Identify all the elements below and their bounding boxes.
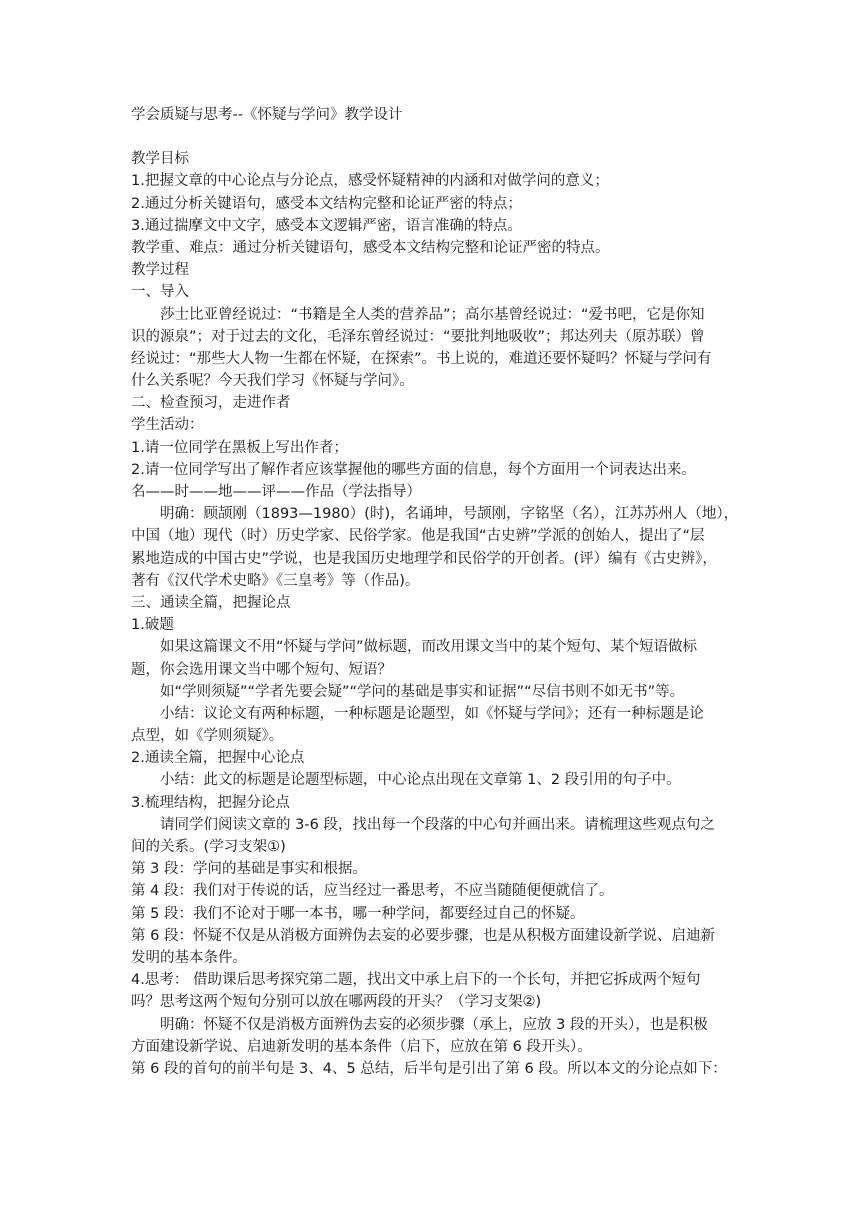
text-line: 学生活动： (131, 417, 204, 434)
text-line: 识的源泉”；对于过去的文化，毛泽东曾经说过：“要批判地吸收”；邦达列夫（原苏联）曾 (131, 328, 705, 345)
text-line: 题，你会选用课文当中哪个短句、短语？ (131, 661, 392, 678)
text-line: 三、通读全篇，把握论点 (131, 594, 291, 611)
text-line: 累地造成的中国古史”学说，也是我国历史地理学和民俗学的开创者。(评）编有《古史辨》， (131, 550, 717, 567)
text-line: 如果这篇课文不用“怀疑与学问”做标题，而改用课文当中的某个短句、某个短语做标 (160, 639, 698, 656)
text-line: 著有《汉代学术史略》《三皇考》等（作品)。 (131, 572, 420, 589)
document-body (131, 104, 739, 1080)
text-line: 什么关系呢？今天我们学习《怀疑与学问》。 (131, 373, 414, 390)
text-line: 第 5 段：我们不论对于哪一本书，哪一种学问，都要经过自己的怀疑。 (131, 905, 585, 922)
text-line: 教学过程 (131, 262, 189, 279)
text-line: 2.通读全篇，把握中心论点 (131, 750, 305, 767)
document-title: 学会质疑与思考--《怀疑与学问》教学设计 (131, 107, 403, 123)
text-line: 中国（地）现代（时）历史学家、民俗学家。他是我国“古史辨”学派的创始人，提出了“层 (131, 528, 705, 545)
text-line: 请同学们阅读文章的 3-6 段，找出每一个段落的中心句并画出来。请梳理这些观点句之 (160, 816, 715, 833)
text-line: 点型，如《学则须疑》。 (131, 728, 284, 745)
text-line: 第 4 段：我们对于传说的话，应当经过一番思考，不应当随随便便就信了。 (131, 883, 614, 900)
text-line: 间的关系。(学习支架①) (131, 839, 286, 855)
text-line: 4.思考： 借助课后思考探究第二题，找出文中承上启下的一个长句，并把它拆成两个短句 (131, 972, 701, 989)
text-line: 1.请一位同学在黑板上写出作者； (131, 439, 348, 456)
text-line: 1.破题 (131, 617, 174, 634)
text-line: 2.请一位同学写出了解作者应该掌握他的哪些方面的信息，每个方面用一个词表达出来。 (131, 461, 696, 478)
text-line: 方面建设新学说、启迪新发明的基本条件（启下，应放在第 6 段开头）。 (131, 1038, 592, 1055)
text-line: 3.通过揣摩文中文字，感受本文逻辑严密，语言准确的特点。 (131, 217, 522, 234)
text-line: 2.通过分析关键语句，感受本文结构完整和论证严密的特点； (131, 195, 522, 212)
text-line: 第 6 段的首句的前半句是 3、4、5 总结，后半句是引出了第 6 段。所以本文的分论点如下： (131, 1060, 727, 1077)
text-line: 小结：此文的标题是论题型标题，中心论点出现在文章第 1、2 段引用的句子中。 (160, 772, 681, 789)
text-line: 1.把握文章的中心论点与分论点，感受怀疑精神的内涵和对做学问的意义； (131, 173, 609, 190)
text-line: 二、检查预习，走进作者 (131, 395, 291, 412)
text-line: 第 6 段：怀疑不仅是从消极方面辨伪去妄的必要步骤，也是从积极方面建设新学说、启迪新 (131, 927, 715, 944)
text-line: 教学重、难点：通过分析关键语句，感受本文结构完整和论证严密的特点。 (131, 239, 610, 256)
text-line: 吗？思考这两个短句分别可以放在哪两段的开头？（学习支架②) (131, 994, 542, 1011)
text-line: 一、导入 (131, 284, 189, 301)
text-line: 发明的基本条件。 (131, 949, 247, 966)
text-line: 第 3 段：学问的基础是事实和根据。 (131, 861, 367, 878)
text-line: 莎士比亚曾经说过：“书籍是全人类的营养品”；高尔基曾经说过：“爱书吧，它是你知 (160, 306, 705, 323)
text-line: 小结：议论文有两种标题，一种标题是论题型，如《怀疑与学问》；还有一种标题是论 (160, 705, 704, 722)
text-line: 经说过：“那些大人物一生都在怀疑，在探索”。书上说的，难道还要怀疑吗？怀疑与学问有 (131, 350, 712, 367)
text-line: 3.梳理结构，把握分论点 (131, 794, 290, 811)
text-line: 教学目标 (131, 151, 189, 168)
text-line: 名——时——地——评——作品（学法指导） (131, 484, 421, 500)
text-line: 如“学则须疑”“学者先要会疑”“学问的基础是事实和证据”“尽信书则不如无书”等。 (160, 683, 685, 700)
text-line: 明确：怀疑不仅是消极方面辨伪去妄的必须步骤（承上，应放 3 段的开头），也是积极 (160, 1016, 708, 1033)
text-line: 明确：顾颉刚（1893—1980）(时)，名诵坤，号颉刚，字铭坚（名），江苏苏州人（地）， (160, 506, 739, 523)
